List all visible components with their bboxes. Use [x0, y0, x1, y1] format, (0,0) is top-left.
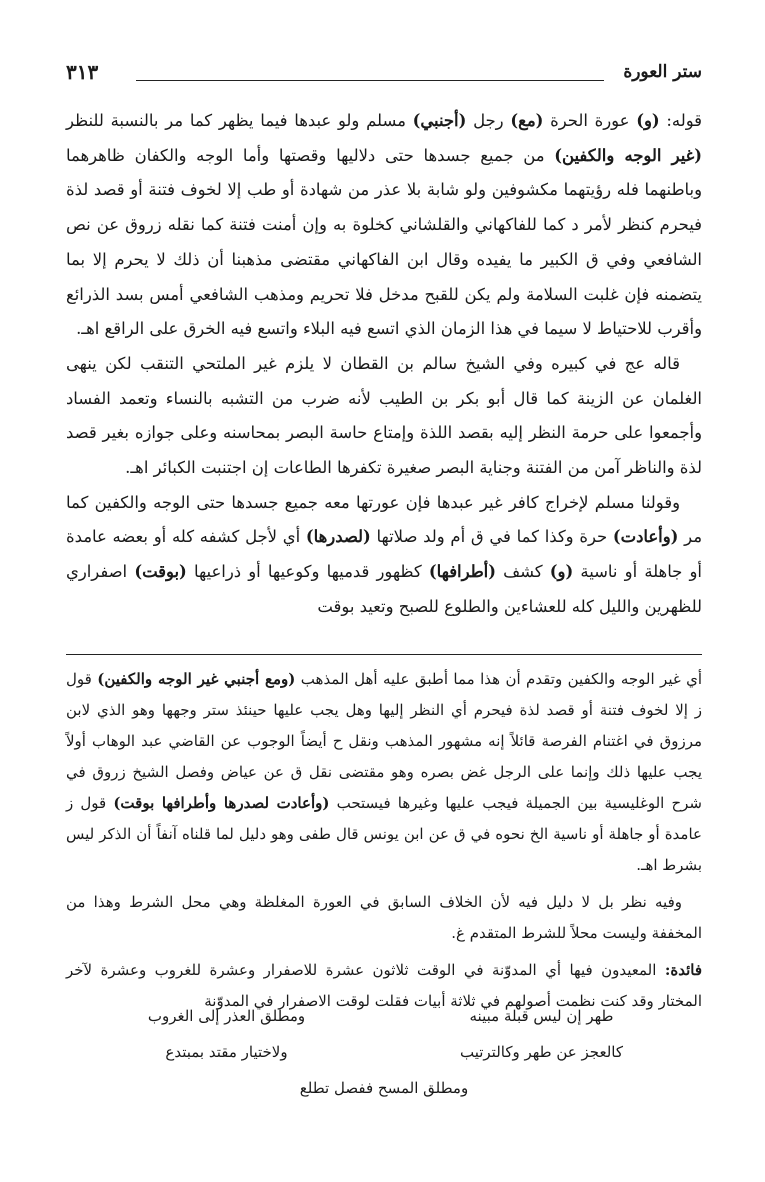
- note-paragraph-3: فائدة: المعيدون فيها أي المدوّنة في الوقت ثلاثون عشرة للاصفرار وعشرة للغروب وعشرة لآخر المختار وقد كنت نظمت أصولهم في ثلاثة أبيات فقلت لوقت الاصفرار في المدوّنة: [66, 961, 702, 1010]
- main-paragraph-3: وقولنا مسلم لإخراج كافر غير عبدها فإن عورتها معه جميع جسدها حتى الوجه والكفين كما مر (وأعادت) حرة وكذا كما في ق أم ولد صلاتها (لصدرها) أي لأجل كشفه كله أو بعضه عامدة أو جاهلة أو ناسية (و) كشف (أطرافها) كظهور قدميها وكوعيها أو ذراعيها (بوقت) اصفراري للظهرين والليل كله للعشاءين والطلوع للصبح وتعيد بوقت: [66, 492, 702, 616]
- page-number: ٣١٣: [66, 60, 99, 84]
- verse-line-1: [66, 998, 702, 1034]
- verse-hemistich: طهر إن ليس قبلة مبينه: [469, 1007, 614, 1025]
- running-header: [66, 60, 702, 88]
- note-paragraph-1: أي غير الوجه والكفين وتقدم أن هذا مما أطبق عليه أهل المذهب (ومع أجنبي غير الوجه والكفين) قول ز إلا لخوف فتنة أو قصد لذة فيحرم أي النظر إليها وهل يجب عليها حينئذ ستر وجهها وهو الذي لابن مرزوق في اغتنام الفرصة قائلاً إنه مشهور المذهب ونقل ح أيضاً الوجوب عن القاضي عبد الوهاب أولاً يجب عليها ذلك وإنما على الرجل غض بصره وهو مقتضى نقل ق عن عياض وفصل الشيخ زروق في شرح الوغليسية بين الجميلة فيجب عليها وغيرها فيستحب (وأعادت لصدرها وأطرافها بوقت) قول ز عامدة أو جاهلة أو ناسية الخ نحوه في ق عن ابن يونس قال طفى وهو دليل لما قلناه آنفاً أن الذكر ليس بشرط اهـ.: [66, 670, 703, 874]
- note-paragraph-2: وفيه نظر بل لا دليل فيه لأن الخلاف السابق في العورة المغلظة وهي محل الشرط وهذا من المخففة وليست محلاً للشرط المتقدم غ.: [66, 893, 702, 942]
- verse-hemistich: ومطلق العذر إلى الغروب: [147, 1007, 306, 1025]
- verse-line-3: [66, 1070, 702, 1106]
- header-rule: [136, 80, 604, 81]
- header-title: ستر العورة: [623, 62, 702, 82]
- footnote-separator: [66, 654, 702, 655]
- main-text: [66, 104, 702, 625]
- verse-hemistich: ومطلق المسح ففصل تطلع: [299, 1079, 469, 1097]
- verse-block: [66, 998, 702, 1106]
- verse-hemistich: كالعجز عن طهر وكالترتيب: [459, 1043, 624, 1061]
- faida-label: فائدة:: [664, 961, 702, 979]
- verse-hemistich: ولاختيار مقتد بمبتدع: [165, 1043, 288, 1061]
- commentary-notes: [66, 664, 702, 1017]
- main-paragraph-2: قاله عج في كبيره وفي الشيخ سالم بن القطان لا يلزم غير الملتحي التنقب لكن ينهى الغلمان عن الزينة كما قال أبو بكر بن الطيب لأنه ضرب من التشبه بالنساء وتعمد الفساد وأجمعوا على حرمة النظر إليه بقصد اللذة وإمتاع حاسة البصر بمحاسنه وعلى جوازه بغير قصد لذة والناظر آمن من الفتنة وجناية البصر صغيرة تكفرها الطاعات إن اجتنبت الكبائر اهـ.: [66, 353, 702, 478]
- main-paragraph-1: قوله: (و) عورة الحرة (مع) رجل (أجنبي) مسلم ولو عبدها فيما يظهر كما مر بالنسبة للنظر (غير الوجه والكفين) من جميع جسدها حتى دلاليها وقصتها وأما الوجه والكفان ظاهرهما وباطنهما فله رؤيتهما مكشوفين ولو شابة بلا عذر من شهادة أو طب إلا لخوف فتنة أو قصد لذة فيحرم كنظر لأمر د كما للفاكهاني والقلشاني كخلوة به وإن أمنت فتنة كما نقله زروق عن نص الشافعي وفي ق الكبير ما يفيده وقال ابن الفاكهاني مقتضى مذهبنا أن ذلك لا يحرم إلا بما يتضمنه فإن غلبت السلامة ولم يكن للقبح مدخل فلا تحريم ومذهب الشافعي أمس بسد الذرائع وأقرب للاحتياط لا سيما في هذا الزمان الذي اتسع فيه البلاء واتسع فيه الخرق على الراقع اهـ.: [66, 111, 702, 339]
- verse-line-2: [66, 1034, 702, 1070]
